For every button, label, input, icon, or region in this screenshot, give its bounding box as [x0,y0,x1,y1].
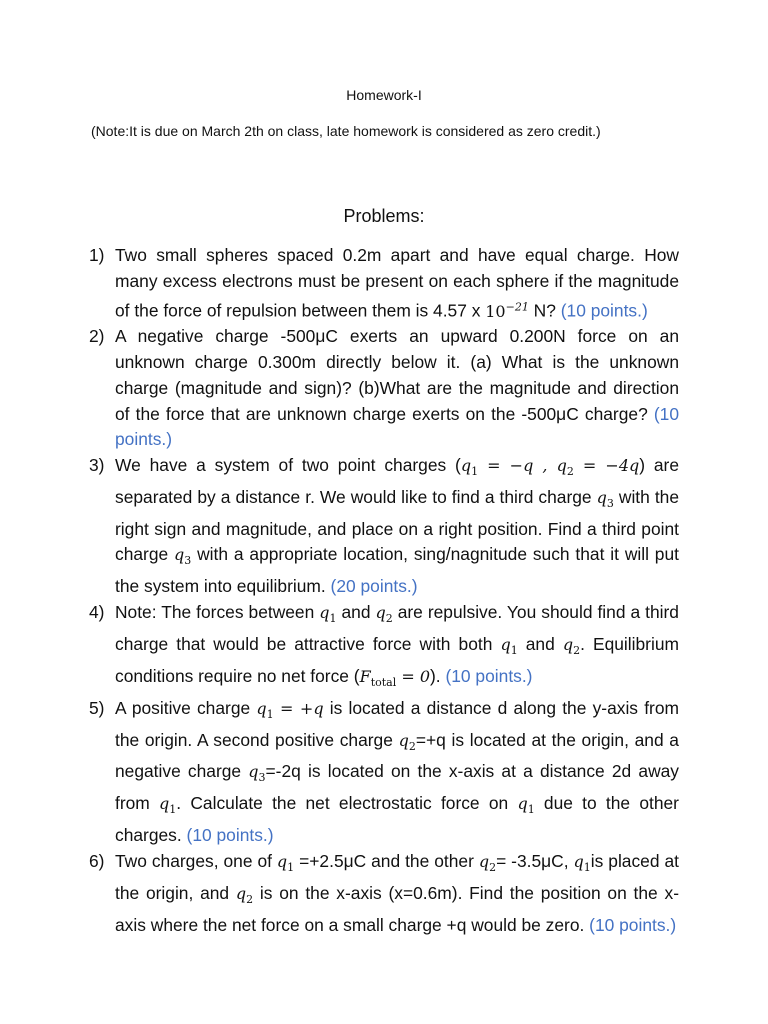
problems-heading: Problems: [343,206,425,226]
problem-1: 1) Two small spheres spaced 0.2m apart and have equal charge. How many excess electrons must be present on each sphere if the magnitude of the force of repulsion between them is 4.57 x $10^{-21}$ N? (10 points.) [89,245,679,321]
problem-number: 4) [89,602,105,623]
math-expression: $F_{total} = 0$ [359,666,430,689]
math-power: $10^{-21}$ [485,300,529,321]
problem-6: 6) Two charges, one of $q_1 =+2.5\mu C$ and the other $q_2= -3.5\mu C$, $q_1is$ placed at the origin, and $q_2$ is on the x-axis (x=0.6m). Find the position on the x-axis where the net force on a small charge +q would be zero. (10 points.) [89,850,679,935]
problem-number: 6) [89,850,105,871]
math-expression: $q_1 = -q$ , $q_2 = -4q$ [460,455,640,479]
problem-number: 5) [89,697,105,718]
page-title: Homework-I [346,87,422,103]
points-label: (10 points.) [115,403,679,450]
problem-3: 3) We have a system of two point charges ($q_1 = -q$ , $q_2 = -4q$) are separated by a distance r. We would like to find a third charge $q_3$ with the right sign and magnitude, and place on a right position. Find a third point charge $q_3$ with a appropriate location, sing/nagnitude such that it will put the system into equilibrium. (20 points.) [89,454,680,597]
problems-list [89,243,679,938]
problem-text: Two small spheres spaced 0.2m apart and have equal charge. How many excess electrons must be present on each sphere if the magnitude of the force of repulsion between them is 4.57 x [115,245,679,321]
points-label: (20 points.) [330,576,418,597]
points-label: (10 points.) [560,300,648,321]
problem-text: A negative charge -500μC exerts an upward 0.200N force on an unknown charge 0.300m directly below it. (a) What is the unknown charge (magnitude and sign)? (b)What are the magnitude and direction of the force that are unknown charge exerts on the -500μC charge? [115,326,679,424]
points-label: (10 points.) [186,825,274,846]
problem-number: 1) [89,245,105,265]
problem-number: 2) [89,326,105,347]
problem-2 [89,324,679,453]
problem-4: 4) Note: The forces between $q_1$ and $q_2$ are repulsive. You should find a third charge that would be attractive force with both $q_1$ and $q_2$. Equilibrium conditions require no net force $(F_{total} = 0)$. (10 points.) [89,602,679,689]
problem-5: 5) A positive charge $q_1 = +q$ is located a distance d along the y-axis from the origin. A second positive charge $q_2=+q$ is located at the origin, and a negative charge $q_3=-2q$ is located on the x-axis at a distance 2d away from $q_1$. Calculate the net electrostatic force on $q_1$ due to the other charges. (10 points.) [89,697,679,846]
problem-number: 3) [89,454,105,475]
due-date-note: (Note:It is due on March 2th on class, late homework is considered as zero credit.) [91,123,601,139]
points-label: (10 points.) [445,665,533,686]
points-label: (10 points.) [589,914,677,935]
